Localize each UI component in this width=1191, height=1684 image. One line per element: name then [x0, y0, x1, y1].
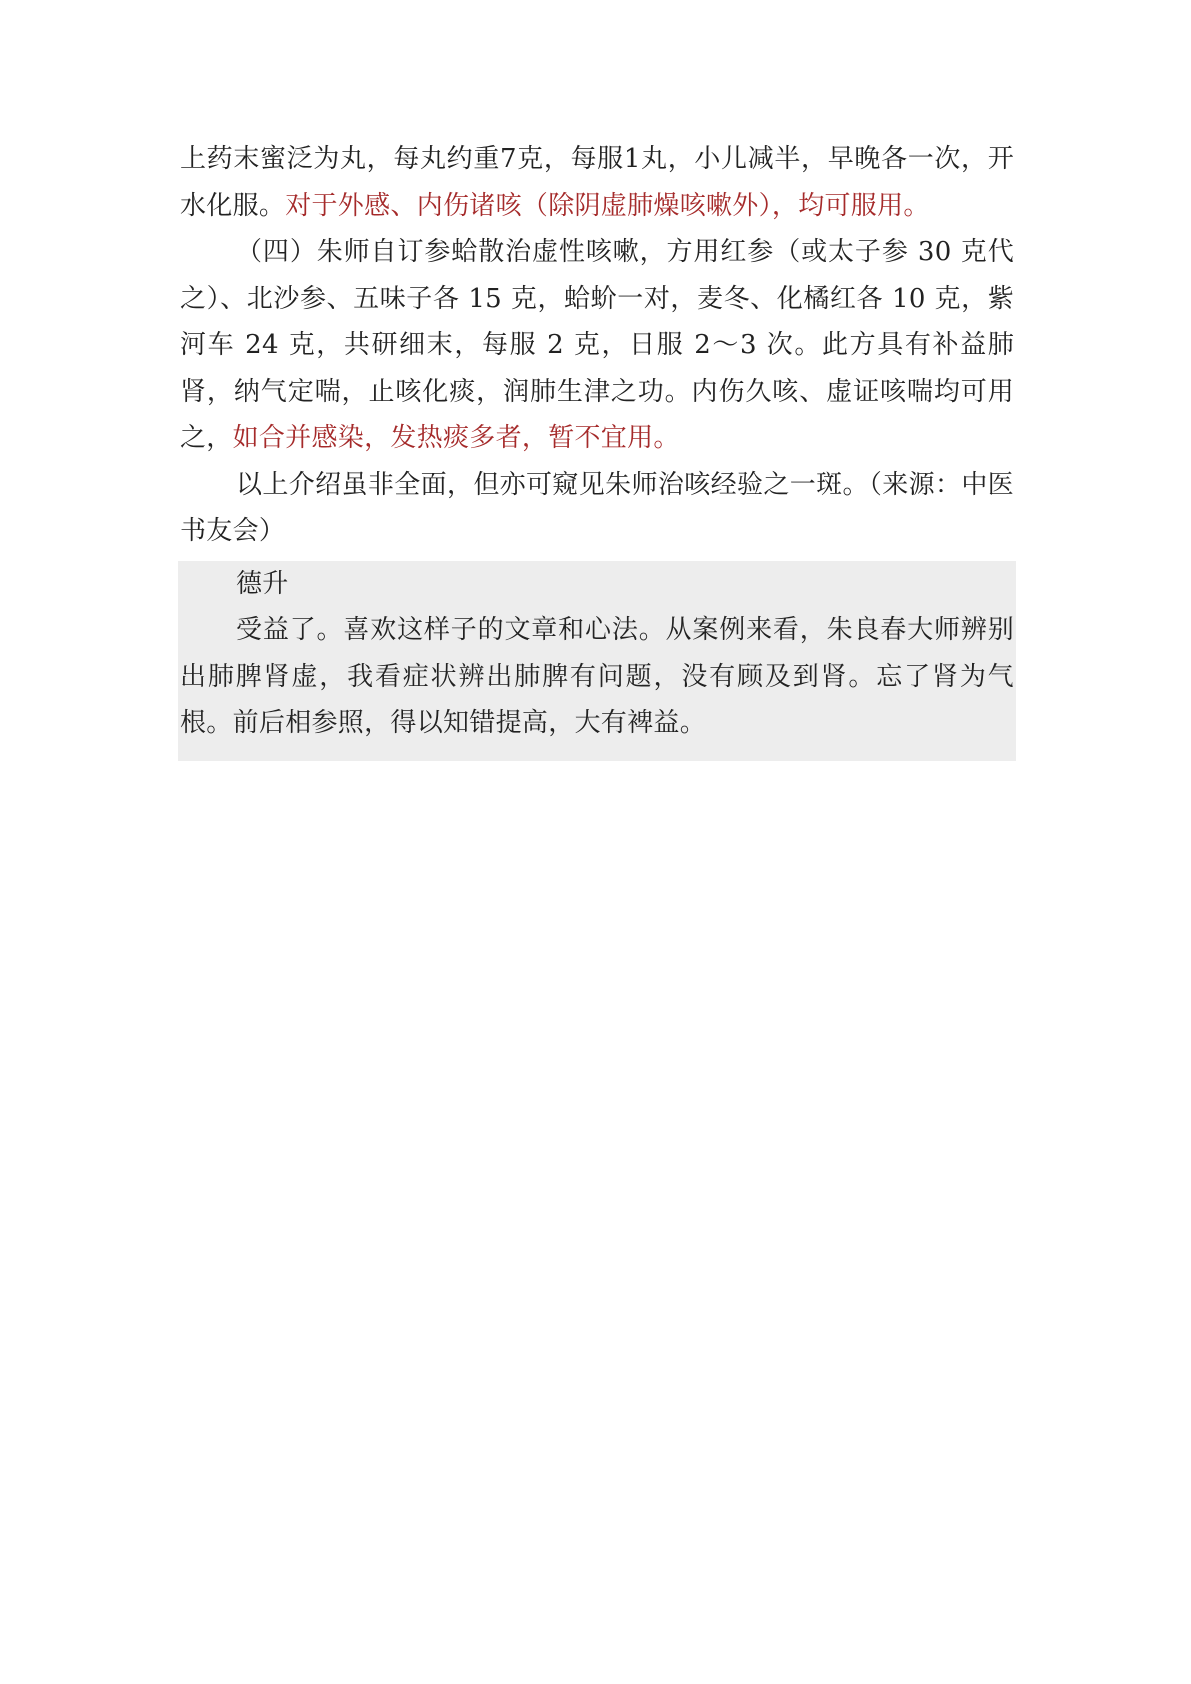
comment-text: 受益了。喜欢这样子的文章和心法。从案例来看，朱良春大师辨别出肺脾肾虚，我看症状辨出肺脾有问题，没有顾及到肾。忘了肾为气根。前后相参照，得以知错提高，大有裨益。 — [180, 615, 1014, 738]
paragraph-shenge-powder — [180, 229, 1014, 462]
paragraph-text: 上药末蜜泛为丸，每丸约重7克，每服1丸，小儿减半，早晚各一次，开水化服。 — [180, 144, 1014, 221]
reader-comment — [178, 561, 1016, 761]
article-body — [180, 136, 1014, 761]
paragraph-pill-preparation — [180, 136, 1014, 229]
paragraph-conclusion — [180, 462, 1014, 555]
highlighted-text: 如合并感染，发热痰多者，暂不宜用。 — [232, 423, 680, 453]
paragraph-text: 以上介绍虽非全面，但亦可窥见朱师治咳经验之一斑。（来源：中医书友会） — [180, 469, 1014, 546]
highlighted-text: 对于外感、内伤诸咳（除阴虚肺燥咳嗽外），均可服用。 — [285, 190, 930, 221]
paragraph-text: （四）朱师自订参蛤散治虚性咳嗽，方用红参（或太子参 30 克代之）、北沙参、五味子各 15 克，蛤蚧一对，麦冬、化橘红各 10 克，紫河车 24 克，共研细末，每服 2 克，日服 2～3 次。此方具有补益肺肾，纳气定喘，止咳化痰，润肺生津之功。内伤久咳、虚证咳喘均可用之， — [180, 237, 1014, 453]
comment-author: 德升 — [236, 568, 289, 599]
